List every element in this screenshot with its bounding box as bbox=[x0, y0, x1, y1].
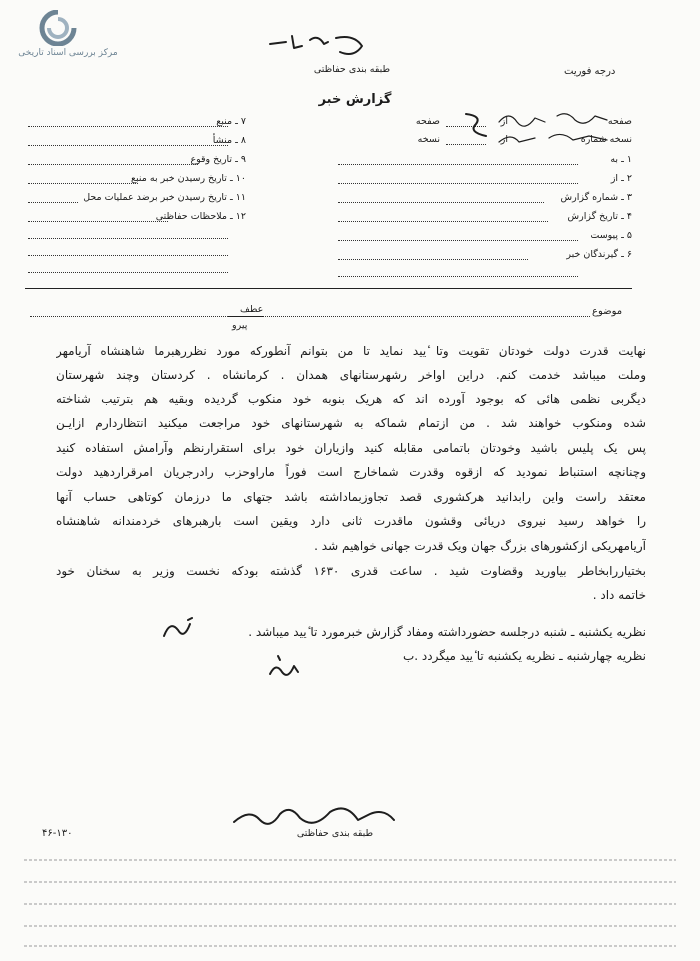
classification-stamp-scribble bbox=[262, 30, 372, 64]
body-line: بختیاررابخاطر بیاورید وقضاوت شید . ساعت قدری ۱۶۳۰ گذشته بودکه نخست وزیر به سخنان خود bbox=[56, 564, 646, 578]
archive-logo bbox=[8, 8, 128, 64]
page-label: صفحه bbox=[607, 116, 632, 127]
handwritten-page-total bbox=[458, 110, 494, 140]
reference-divider bbox=[228, 316, 264, 317]
handwritten-initial bbox=[158, 616, 198, 646]
left-field-12: ۱۲ ـ ملاحظات حفاظتی bbox=[155, 211, 246, 222]
handwritten-page-copy-entries bbox=[495, 108, 613, 152]
copy-of-label: از bbox=[500, 134, 508, 145]
subject-label: موضوع bbox=[592, 306, 623, 317]
document-number: ۴۶-۱۳۰ bbox=[42, 828, 73, 839]
header-classification: طبقه بندی حفاظتی bbox=[313, 64, 391, 75]
right-field-5: ۵ ـ پیوست bbox=[590, 230, 632, 241]
left-field-9: ۹ ـ تاریخ وقوع bbox=[190, 154, 246, 165]
left-field-10: ۱۰ ـ تاریخ رسیدن خبر به منبع bbox=[131, 173, 246, 184]
reference-atf-label: عطف bbox=[240, 304, 264, 315]
header-separator bbox=[25, 288, 632, 289]
footer-classification: طبقه بندی حفاظتی bbox=[296, 828, 374, 839]
left-field-11: ۱۱ ـ تاریخ رسیدن خبر برضد عملیات محل bbox=[83, 192, 246, 203]
left-field-8: ۸ ـ منشأ bbox=[212, 135, 246, 146]
form-title: گزارش خبر bbox=[318, 92, 392, 107]
copy-unit-label: نسخه bbox=[417, 134, 440, 145]
body-line: معتقد راست واین رابدانید هرکشوری قصد تجاوزبماداشته باشد جتهای ما درزمان کوتاهی حساب آنها bbox=[56, 490, 646, 504]
right-field-6: ۶ ـ گیرندگان خبر bbox=[566, 249, 632, 260]
handwritten-initial bbox=[264, 652, 304, 682]
body-line: شده ومنکوب خواهند شد . من ازتمام شماکه به شهرستانهای خود مراجعت میکنید انتظاردارم ازایـن bbox=[56, 416, 646, 430]
body-line: وملت میباشد خدمت کنم. دراین اواخر رشهرستانهای همدان . کرمانشاه . کردستان وچند شهرستان bbox=[56, 368, 646, 382]
body-line: خاتمه داد . bbox=[592, 588, 646, 602]
subject-dotted-line bbox=[30, 316, 590, 317]
right-field-2: ۲ ـ از bbox=[610, 173, 632, 184]
opinion-line-wednesday: نظریه چهارشنبه ـ نظریه یکشنبه تا ٔیید میگردد .ب bbox=[402, 649, 646, 663]
right-field-1: ۱ ـ به bbox=[610, 154, 632, 165]
header-urgency-degree: درجه فوریت bbox=[564, 66, 616, 77]
body-line: آریامهریکی ازکشورهای بزرگ جهان ویک قدرت جهانی خواهیم شد . bbox=[314, 539, 646, 553]
ruled-footer-lines bbox=[20, 852, 680, 952]
page-unit-label: صفحه bbox=[415, 116, 440, 127]
page-of-label: از bbox=[500, 116, 508, 127]
opinion-line-sunday: نظریه یکشنبه ـ شنبه درجلسه حضورداشته ومفاد گزارش خبرمورد تا ٔیید میباشد . bbox=[248, 625, 646, 639]
archive-logo-caption: مرکز بررسی اسناد تاریخی bbox=[18, 48, 118, 58]
copy-label: نسخه شماره bbox=[580, 134, 632, 145]
body-line: دیگربی نظمی هائی که بوجود آورده اند که هریک بنوبه خود منکوب گردیده وبقیه هم بترتیب شناخته bbox=[56, 392, 646, 406]
body-line: پس یک پلیس باشید وخودتان باتمامی مقابله کنید وازیاران خود برای استقرارنظم وآرامش استفاده کنید bbox=[56, 441, 646, 455]
right-field-3: ۳ ـ شماره گزارش bbox=[560, 192, 632, 203]
left-field-7: ۷ ـ منبع bbox=[216, 116, 246, 127]
body-line: نهایت قدرت دولت خودتان تقویت وتا ٔیید نماید تا من بتوانم آنطورکه مورد نظررهبرما شاهنشاه آریامهر bbox=[56, 344, 646, 358]
archive-emblem-icon bbox=[38, 10, 78, 46]
reference-peyro-label: پیرو bbox=[232, 320, 248, 331]
body-line: وچنانچه استنباط نمودید که ازقوه وقدرت شماخارج است فوراً ماراوحزب رادرجریان امرقراردهید دولت bbox=[56, 465, 646, 479]
body-line: را خواهد رسید نیروی دریائی وقشون ماقدرت ثانی دارد ویقین است بارهبرهای خردمندانه شاهنشاه bbox=[56, 514, 646, 528]
right-field-4: ۴ ـ تاریخ گزارش bbox=[567, 211, 632, 222]
